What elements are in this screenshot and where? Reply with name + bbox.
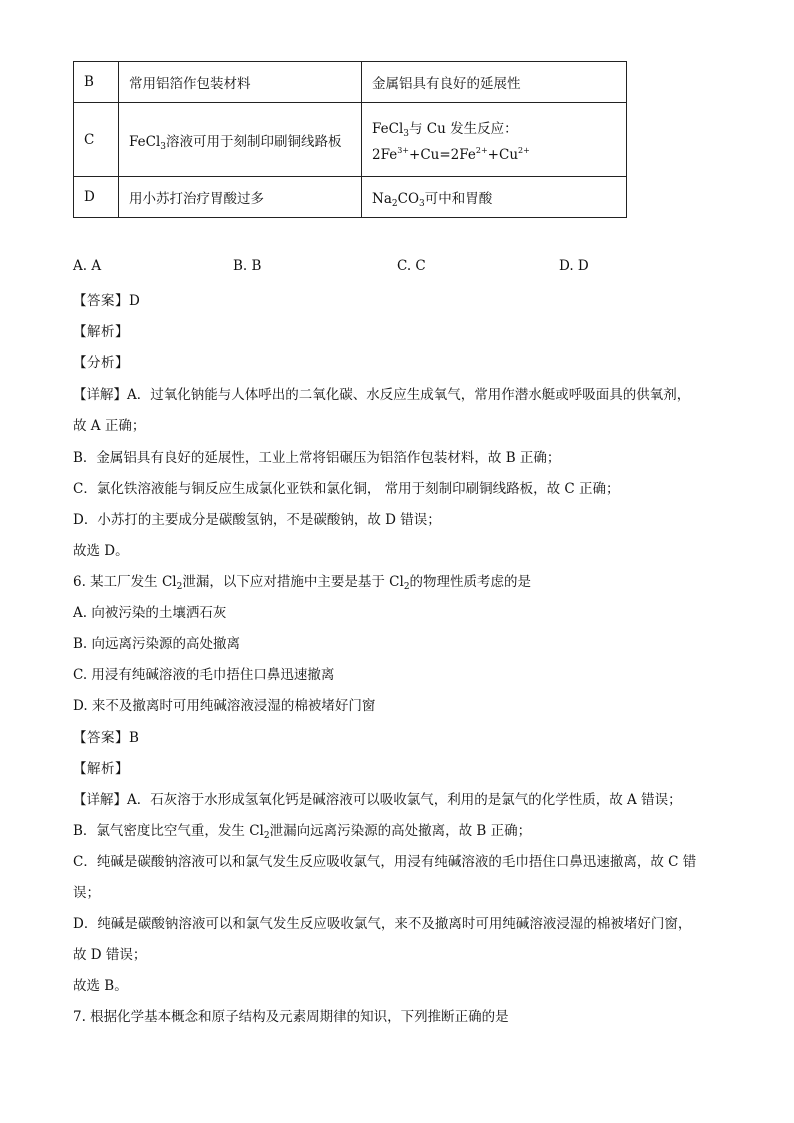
option-explanation: FeCl$_3$与 Cu 发生反应： $2Fe^{3+}+Cu=2Fe^{2+}+Cu^{2+}$	[362, 103, 627, 177]
q7-stem: 7. 根据化学基本概念和原子结构及元素周期律的知识，下列推断正确的是	[73, 1009, 509, 1025]
q5-analysis-heading: 【解析】	[73, 324, 129, 340]
q6-answer: 【答案】B	[73, 730, 140, 746]
q6-conclusion: 故选 B。	[73, 978, 128, 994]
choice-c: C. C	[397, 258, 426, 274]
table-row	[74, 62, 627, 103]
q5-detail-line: B．金属铝具有良好的延展性，工业上常将铝碾压为铝箔作包装材料，故 B 正确；	[73, 450, 561, 466]
q6-detail-line: D．纯碱是碳酸钠溶液可以和氯气发生反应吸收氯气，来不及撤离时可用纯碱溶液浸湿的棉被堵好门窗，	[73, 916, 692, 932]
q6-option-c: C. 用浸有纯碱溶液的毛巾捂住口鼻迅速撤离	[73, 667, 335, 683]
q5-fenxi-heading: 【分析】	[73, 355, 129, 371]
q5-detail-line: 故 A 正确；	[73, 418, 146, 434]
q5-detail-line: D．小苏打的主要成分是碳酸氢钠，不是碳酸钠，故 D 错误；	[73, 512, 441, 528]
option-statement: 用小苏打治疗胃酸过多	[119, 177, 362, 218]
q6-option-b: B. 向远离污染源的高处撤离	[73, 636, 241, 652]
q6-option-a: A. 向被污染的土壤洒石灰	[73, 605, 227, 621]
option-explanation: $Na_2CO_3$可中和胃酸	[362, 177, 627, 218]
option-explanation: 金属铝具有良好的延展性	[362, 62, 627, 103]
options-table	[73, 61, 627, 218]
q6-detail-line: 故 D 错误；	[73, 947, 147, 963]
q6-detail-line: 误；	[73, 885, 100, 901]
q6-detail-line: B．氯气密度比空气重，发生 $Cl_2$泄漏向远离污染源的高处撤离，故 B 正确；	[73, 823, 532, 841]
q5-detail-line: 【详解】A．过氧化钠能与人体呼出的二氧化碳、水反应生成氧气，常用作潜水艇或呼吸面具的供氧剂，	[73, 387, 691, 403]
table-row	[74, 177, 627, 218]
q6-detail-line: C．纯碱是碳酸钠溶液可以和氯气发生反应吸收氯气，用浸有纯碱溶液的毛巾捂住口鼻迅速撤离，故 C 错	[73, 854, 697, 870]
option-letter: B	[74, 62, 119, 103]
choice-d: D. D	[559, 258, 589, 274]
option-statement: FeCl$_3$溶液可用于刻制印刷铜线路板	[119, 103, 362, 177]
option-letter: D	[74, 177, 119, 218]
q6-stem: 6. 某工厂发生 $Cl_2$泄漏，以下应对措施中主要是基于 $Cl_2$的物理性质考虑的是	[73, 574, 532, 592]
q5-conclusion: 故选 D。	[73, 543, 129, 559]
q6-option-d: D. 来不及撤离时可用纯碱溶液浸湿的棉被堵好门窗	[73, 698, 376, 714]
ionic-equation: $2Fe^{3+}+Cu=2Fe^{2+}+Cu^{2+}$	[372, 145, 530, 163]
q5-answer: 【答案】D	[73, 293, 141, 309]
choice-b: B. B	[233, 258, 262, 274]
choice-a: A. A	[73, 258, 102, 274]
option-statement: 常用铝箔作包装材料	[119, 62, 362, 103]
table-row	[74, 103, 627, 177]
q6-analysis-heading: 【解析】	[73, 761, 129, 777]
q5-detail-line: C．氯化铁溶液能与铜反应生成氯化亚铁和氯化铜， 常用于刻制印刷铜线路板，故 C 正确；	[73, 481, 620, 497]
q6-detail-line: 【详解】A．石灰溶于水形成氢氧化钙是碱溶液可以吸收氯气，利用的是氯气的化学性质，故 A 错误；	[73, 792, 682, 808]
option-letter: C	[74, 103, 119, 177]
